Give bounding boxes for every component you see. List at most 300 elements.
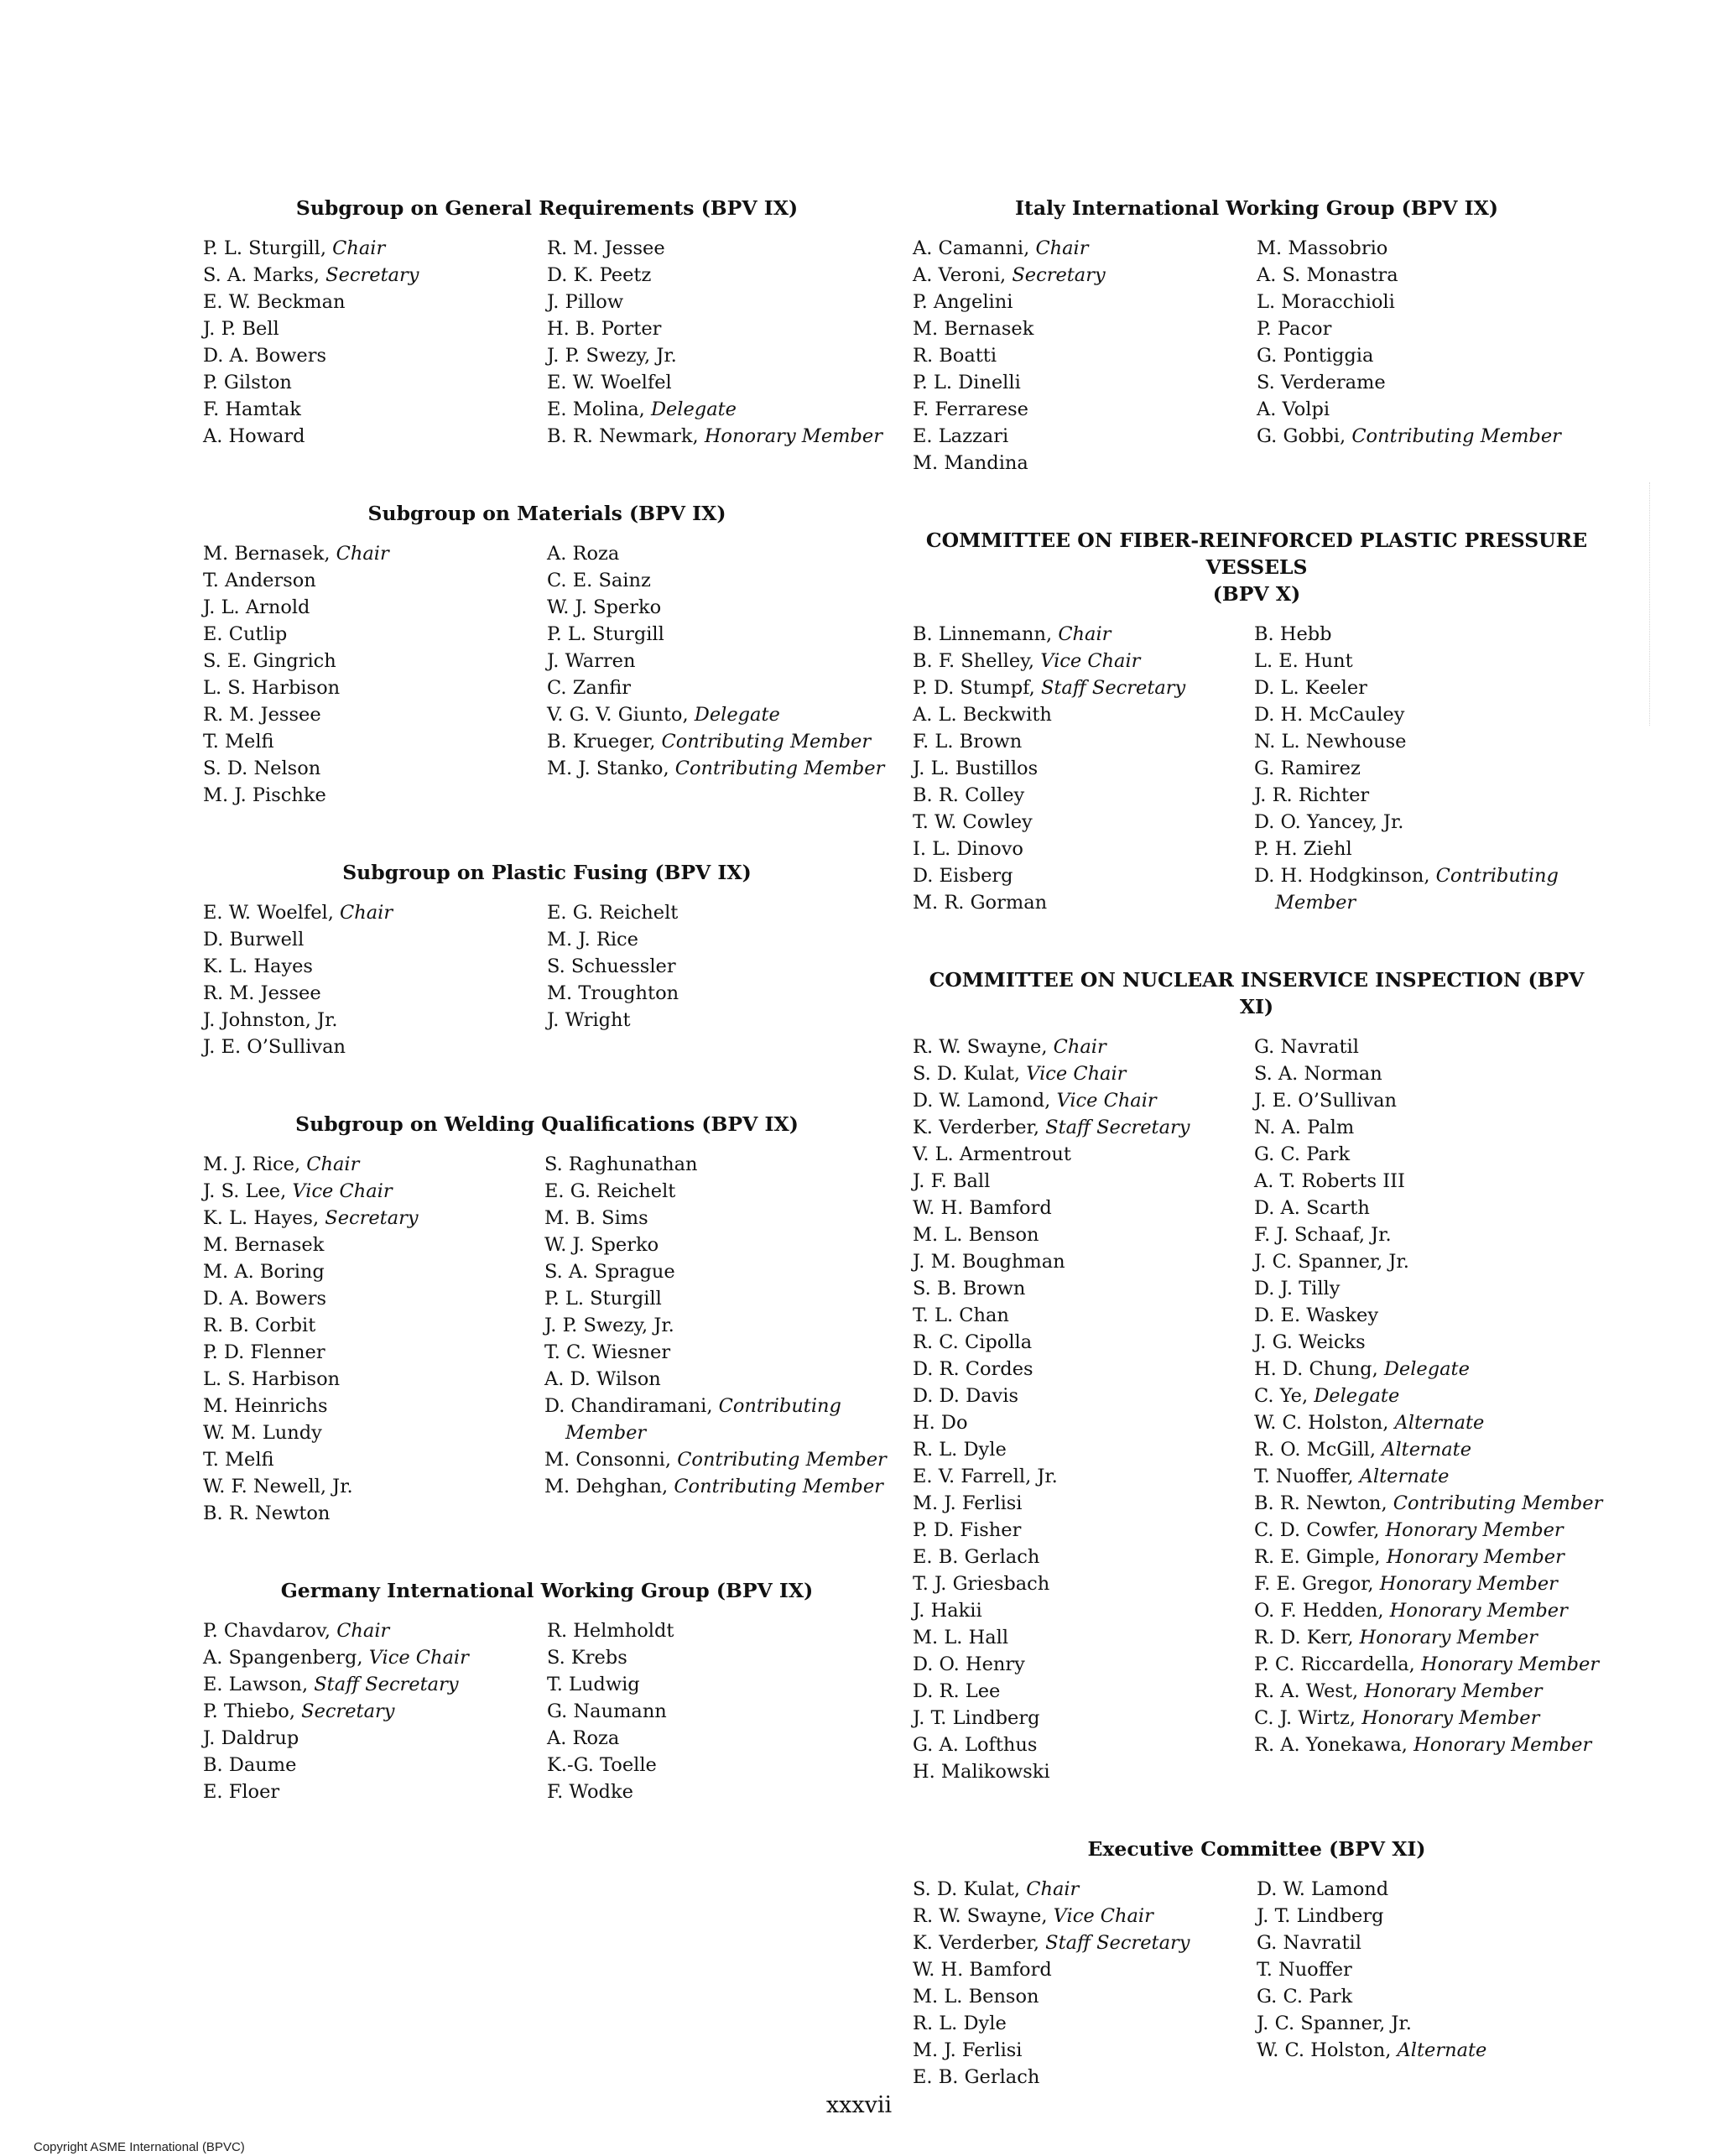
member-name: F. Ferrarese (913, 398, 1028, 420)
member-name: G. C. Park (1257, 1986, 1353, 2008)
section-title: Subgroup on General Requirements (BPV IX) (295, 196, 799, 220)
member-entry (1257, 1929, 1601, 1956)
member-entry (1254, 1141, 1601, 1168)
member-entry (1254, 755, 1601, 782)
member-name: H. Do (913, 1412, 968, 1434)
section-title: Subgroup on Welding Qualifications (BPV IX) (295, 1112, 799, 1136)
member-entry: P. L. Sturgill, Chair (203, 237, 386, 259)
member-role: Contributing Member (677, 1449, 887, 1471)
member-entry: S. A. Marks, Secretary (203, 264, 419, 286)
member-entry: B. Krueger, Contributing Member (547, 731, 872, 753)
member-entry: G. Gobbi, Contributing Member (1257, 425, 1561, 447)
member-entry: R. D. Kerr, Honorary Member (1254, 1627, 1538, 1648)
member-entry (913, 701, 1254, 728)
member-name: A. S. Monastra (1257, 264, 1398, 286)
member-column (544, 1151, 891, 1527)
member-name: J. P. Swezy, Jr. (547, 345, 677, 367)
member-entry (203, 980, 547, 1007)
member-name: R. D. Kerr (1254, 1627, 1348, 1648)
member-role: Chair (1035, 237, 1089, 259)
member-name: K.-G. Toelle (547, 1754, 657, 1776)
member-entry (547, 648, 891, 674)
member-name: D. W. Lamond (913, 1090, 1045, 1112)
member-entry (913, 1490, 1254, 1517)
member-name: M. Dehghan (544, 1476, 662, 1497)
member-entry (203, 567, 547, 594)
member-entry: M. Consonni, Contributing Member (544, 1449, 887, 1471)
member-name: F. Hamtak (203, 398, 301, 420)
member-entry: C. Ye, Delegate (1254, 1385, 1400, 1407)
member-entry (203, 648, 547, 674)
member-entry (547, 1752, 891, 1778)
member-name: D. A. Bowers (203, 345, 327, 367)
member-entry: D. Chandiramani, Contributing Member (544, 1395, 841, 1444)
member-name: S. Verderame (1257, 372, 1386, 393)
member-name: A. Veroni (913, 264, 1001, 286)
member-name: B. F. Shelley (913, 650, 1028, 672)
member-entry (913, 889, 1254, 916)
member-column (1254, 621, 1601, 916)
member-entry (203, 1007, 547, 1034)
member-entry: K. Verderber, Staff Secretary (913, 1117, 1190, 1138)
member-entry (913, 1141, 1254, 1168)
member-role: Honorary Member (1420, 1653, 1600, 1675)
member-name: J. Pillow (547, 291, 624, 313)
member-entry (1254, 1087, 1601, 1114)
member-entry (547, 342, 891, 369)
member-name: T. Melfi (203, 731, 274, 753)
member-entry: R. W. Swayne, Vice Chair (913, 1905, 1153, 1927)
member-name: W. F. Newell, Jr. (203, 1476, 353, 1497)
member-entry: W. C. Holston, Alternate (1257, 2039, 1487, 2061)
member-entry (203, 674, 547, 701)
member-role: Alternate (1382, 1439, 1472, 1461)
member-entry: K. Verderber, Staff Secretary (913, 1932, 1190, 1954)
member-role: Staff Secretary (1040, 677, 1186, 699)
member-entry (1254, 1195, 1601, 1221)
member-name: W. C. Holston (1254, 1412, 1383, 1434)
member-entry (203, 423, 547, 450)
member-entry (203, 1232, 544, 1258)
member-entry: R. A. Yonekawa, Honorary Member (1254, 1734, 1592, 1756)
member-name: D. H. Hodgkinson (1254, 865, 1424, 887)
member-name: F. J. Schaaf, Jr. (1254, 1224, 1392, 1246)
member-entry (1257, 289, 1601, 315)
member-name: E. G. Reichelt (547, 902, 679, 924)
member-entry (913, 1409, 1254, 1436)
committee-section-subgroup-on-welding-qualifications-bpv-ix (203, 1111, 891, 1527)
member-entry (1254, 1034, 1601, 1060)
member-name: H. D. Chung (1254, 1358, 1372, 1380)
member-role: Contributing Member (661, 731, 872, 753)
member-name: F. Wodke (547, 1781, 633, 1803)
member-name: E. Lawson (203, 1674, 302, 1695)
member-entry: S. D. Kulat, Chair (913, 1878, 1080, 1900)
member-name: P. D. Fisher (913, 1519, 1022, 1541)
member-name: E. W. Woelfel (203, 902, 328, 924)
member-name: S. Krebs (547, 1647, 627, 1669)
member-name: K. Verderber (913, 1932, 1033, 1954)
member-role: Honorary Member (1361, 1707, 1540, 1729)
member-name: P. Pacor (1257, 318, 1332, 340)
member-role: Staff Secretary (1045, 1932, 1190, 1954)
section-title: Germany International Working Group (BPV IX) (280, 1579, 814, 1602)
member-role: Secretary (1012, 264, 1106, 286)
member-entry (913, 1221, 1254, 1248)
member-name: A. Spangenberg (203, 1647, 357, 1669)
member-entry (547, 1671, 891, 1698)
member-column (547, 1617, 891, 1805)
member-entry (1254, 1329, 1601, 1356)
member-name: R. C. Cipolla (913, 1331, 1033, 1353)
member-name: R. M. Jessee (547, 237, 665, 259)
member-entry (913, 396, 1257, 423)
member-name: M. Bernasek (203, 1234, 325, 1256)
member-name: G. Ramirez (1254, 758, 1361, 779)
member-entry (547, 1644, 891, 1671)
member-entry: M. Dehghan, Contributing Member (544, 1476, 883, 1497)
member-name: G. Gobbi (1257, 425, 1340, 447)
member-entry (1257, 1903, 1601, 1929)
member-entry (913, 1302, 1254, 1329)
member-list (203, 899, 891, 1060)
member-name: M. L. Benson (913, 1986, 1039, 2008)
member-name: P. D. Flenner (203, 1341, 325, 1363)
member-entry (1257, 396, 1601, 423)
member-name: N. L. Newhouse (1254, 731, 1407, 753)
member-name: L. Moracchioli (1257, 291, 1395, 313)
member-name: W. J. Sperko (547, 596, 662, 618)
member-entry (1254, 1060, 1601, 1087)
member-entry (1254, 1302, 1601, 1329)
member-role: Secretary (301, 1700, 395, 1722)
member-list (913, 1034, 1601, 1785)
member-column (913, 235, 1257, 477)
member-role: Chair (336, 1620, 390, 1642)
member-entry: F. E. Gregor, Honorary Member (1254, 1573, 1558, 1595)
member-entry (1257, 1956, 1601, 1983)
member-entry (913, 289, 1257, 315)
member-name: D. Eisberg (913, 865, 1013, 887)
member-entry (913, 1983, 1257, 2010)
member-name: A. L. Beckwith (913, 704, 1052, 726)
member-entry: B. R. Newmark, Honorary Member (547, 425, 882, 447)
member-role: Alternate (1397, 2039, 1487, 2061)
member-role: Contributing Member (674, 1476, 883, 1497)
member-name: R. A. West (1254, 1680, 1352, 1702)
member-list (203, 540, 891, 809)
member-name: P. C. Riccardella (1254, 1653, 1409, 1675)
member-name: E. G. Reichelt (544, 1180, 676, 1202)
committee-section-subgroup-on-plastic-fusing-bpv-ix (203, 859, 891, 1060)
member-name: M. L. Hall (913, 1627, 1009, 1648)
member-name: B. Krueger (547, 731, 650, 753)
member-entry (203, 1366, 544, 1393)
member-role: Secretary (325, 264, 419, 286)
member-name: A. D. Wilson (544, 1368, 661, 1390)
member-name: E. Lazzari (913, 425, 1009, 447)
member-column (203, 899, 547, 1060)
member-name: D. L. Keeler (1254, 677, 1367, 699)
member-name: M. R. Gorman (913, 892, 1048, 914)
committee-section-committee-on-nuclear-inservice-inspection-bpv-xi (913, 966, 1601, 1785)
member-name: D. R. Cordes (913, 1358, 1033, 1380)
member-list (913, 235, 1601, 477)
member-name: D. O. Henry (913, 1653, 1025, 1675)
member-role: Chair (1053, 1036, 1106, 1058)
member-name: C. E. Sainz (547, 570, 651, 591)
member-entry: P. C. Riccardella, Honorary Member (1254, 1653, 1600, 1675)
member-entry (913, 1705, 1254, 1732)
member-name: M. Heinrichs (203, 1395, 328, 1417)
member-name: S. A. Sprague (544, 1261, 675, 1283)
member-entry: A. Veroni, Secretary (913, 264, 1106, 286)
member-entry (203, 396, 547, 423)
member-name: S. A. Marks (203, 264, 314, 286)
member-role: Honorary Member (1359, 1627, 1538, 1648)
member-role: Contributing Member (1393, 1492, 1603, 1514)
member-name: B. Linnemann (913, 623, 1047, 645)
member-name: S. B. Brown (913, 1278, 1026, 1299)
member-entry (913, 1329, 1254, 1356)
member-name: T. Anderson (203, 570, 316, 591)
member-entry (1254, 836, 1601, 862)
member-name: B. R. Colley (913, 784, 1025, 806)
member-name: J. Warren (547, 650, 636, 672)
member-entry (1254, 701, 1601, 728)
member-name: J. C. Spanner, Jr. (1257, 2013, 1412, 2034)
member-name: M. Mandina (913, 452, 1028, 474)
member-name: W. J. Sperko (544, 1234, 659, 1256)
member-entry (547, 262, 891, 289)
member-entry (547, 289, 891, 315)
member-entry (203, 953, 547, 980)
member-name: J. F. Ball (913, 1170, 991, 1192)
member-column (913, 1876, 1257, 2091)
member-entry (547, 594, 891, 621)
member-name: J. S. Lee (203, 1180, 281, 1202)
member-role: Contributing Member (674, 758, 885, 779)
member-name: I. L. Dinovo (913, 838, 1023, 860)
member-entry (913, 1956, 1257, 1983)
section-title: Italy International Working Group (BPV IX) (1015, 196, 1498, 220)
member-name: S. D. Kulat (913, 1878, 1014, 1900)
member-name: J. P. Bell (203, 318, 279, 340)
member-entry (544, 1205, 891, 1232)
member-column (913, 621, 1254, 916)
member-entry (547, 235, 891, 262)
member-entry (1254, 648, 1601, 674)
member-entry (544, 1232, 891, 1258)
member-entry: J. S. Lee, Vice Chair (203, 1180, 393, 1202)
member-role: Contributing Member (1351, 425, 1561, 447)
member-role: Alternate (1394, 1412, 1485, 1434)
member-name: B. Hebb (1254, 623, 1332, 645)
member-name: R. Helmholdt (547, 1620, 674, 1642)
member-name: R. Boatti (913, 345, 997, 367)
member-entry (913, 1168, 1254, 1195)
member-name: C. Zanfir (547, 677, 632, 699)
member-role: Honorary Member (704, 425, 882, 447)
member-name: J. P. Swezy, Jr. (544, 1315, 674, 1336)
member-entry (547, 980, 891, 1007)
member-role: Honorary Member (1379, 1573, 1558, 1595)
member-name: J. M. Boughman (913, 1251, 1065, 1273)
committee-section-executive-committee-bpv-xi (913, 1836, 1601, 2091)
member-entry (913, 1356, 1254, 1383)
member-entry (203, 755, 547, 782)
member-name: J. Wright (547, 1009, 631, 1031)
member-entry (1254, 1168, 1601, 1195)
member-entry (1257, 235, 1601, 262)
member-column (547, 899, 891, 1060)
member-name: D. A. Bowers (203, 1288, 327, 1310)
member-name: J. Daldrup (203, 1727, 299, 1749)
member-role: Chair (306, 1154, 360, 1175)
member-name: T. Ludwig (547, 1674, 640, 1695)
member-name: M. Consonni (544, 1449, 665, 1471)
member-role: Delegate (1383, 1358, 1470, 1380)
member-name: A. Roza (547, 1727, 620, 1749)
member-entry (203, 1258, 544, 1285)
member-name: J. C. Spanner, Jr. (1254, 1251, 1409, 1273)
committee-section-italy-international-working-group-bpv-ix (913, 195, 1601, 477)
member-name: P. H. Ziehl (1254, 838, 1352, 860)
member-role: Delegate (650, 398, 737, 420)
member-name: J. T. Lindberg (913, 1707, 1040, 1729)
member-name: T. Nuoffer (1257, 1959, 1352, 1981)
member-entry (547, 1778, 891, 1805)
member-name: J. G. Weicks (1254, 1331, 1366, 1353)
right-column (913, 195, 1601, 2141)
member-name: M. L. Benson (913, 1224, 1039, 1246)
member-entry (203, 1446, 544, 1473)
member-name: G. Navratil (1257, 1932, 1361, 1954)
member-name: D. Burwell (203, 929, 305, 950)
member-role: Chair (336, 543, 389, 565)
member-list (203, 1151, 891, 1527)
member-entry (544, 1178, 891, 1205)
member-role: Chair (332, 237, 386, 259)
member-name: T. W. Cowley (913, 811, 1033, 833)
member-role: Vice Chair (292, 1180, 393, 1202)
member-name: R. M. Jessee (203, 704, 321, 726)
member-entry: C. J. Wirtz, Honorary Member (1254, 1707, 1540, 1729)
member-entry (203, 594, 547, 621)
member-entry (544, 1366, 891, 1393)
member-name: D. A. Scarth (1254, 1197, 1370, 1219)
member-entry (547, 540, 891, 567)
member-role: Delegate (694, 704, 780, 726)
member-name: C. J. Wirtz (1254, 1707, 1350, 1729)
member-entry (913, 1570, 1254, 1597)
member-column (203, 1617, 547, 1805)
member-entry (203, 342, 547, 369)
member-entry (1254, 1114, 1601, 1141)
member-entry (203, 1393, 544, 1419)
member-entry (203, 782, 547, 809)
member-column (203, 1151, 544, 1527)
member-entry: B. Linnemann, Chair (913, 623, 1111, 645)
member-name: E. Cutlip (203, 623, 288, 645)
member-column (913, 1034, 1254, 1785)
member-name: A. Howard (203, 425, 305, 447)
member-name: A. T. Roberts III (1254, 1170, 1405, 1192)
member-name: M. A. Boring (203, 1261, 325, 1283)
member-name: V. G. V. Giunto (547, 704, 683, 726)
member-name: K. Verderber (913, 1117, 1033, 1138)
member-entry (203, 1778, 547, 1805)
member-column (1254, 1034, 1601, 1785)
member-role: Honorary Member (1385, 1519, 1564, 1541)
member-name: P. L. Dinelli (913, 372, 1021, 393)
member-name: B. R. Newton (1254, 1492, 1382, 1514)
member-name: J. R. Richter (1254, 784, 1370, 806)
member-entry (913, 1383, 1254, 1409)
member-entry: E. Molina, Delegate (547, 398, 737, 420)
member-name: W. M. Lundy (203, 1422, 322, 1444)
member-list (203, 1617, 891, 1805)
member-entry (203, 1473, 544, 1500)
member-entry (913, 728, 1254, 755)
member-entry (1257, 2010, 1601, 2037)
member-name: J. T. Lindberg (1257, 1905, 1384, 1927)
member-entry (913, 862, 1254, 889)
member-entry (203, 728, 547, 755)
member-entry (544, 1151, 891, 1178)
member-role: Chair (1058, 623, 1111, 645)
member-entry: E. W. Woelfel, Chair (203, 902, 393, 924)
member-entry: M. Bernasek, Chair (203, 543, 389, 565)
member-entry (544, 1339, 891, 1366)
section-title: Subgroup on Materials (BPV IX) (367, 502, 726, 525)
margin-scan-mark (1649, 482, 1658, 726)
committee-section-committee-on-fiber-reinforced-plastic-pressure-vessels-bpv-x (913, 527, 1601, 916)
member-name: R. M. Jessee (203, 982, 321, 1004)
member-name: J. Johnston, Jr. (203, 1009, 338, 1031)
member-entry (544, 1258, 891, 1285)
member-name: E. B. Gerlach (913, 1546, 1040, 1568)
copyright-notice: Copyright ASME International (BPVC) (34, 2140, 245, 2154)
member-entry: V. G. V. Giunto, Delegate (547, 704, 780, 726)
member-name: L. S. Harbison (203, 677, 341, 699)
member-name: C. Ye (1254, 1385, 1302, 1407)
committee-section-germany-international-working-group-bpv-ix (203, 1577, 891, 1805)
member-role: Vice Chair (1053, 1905, 1153, 1927)
member-name: R. E. Gimple (1254, 1546, 1375, 1568)
member-entry (203, 701, 547, 728)
member-name: J. E. O’Sullivan (1254, 1090, 1398, 1112)
member-entry: R. E. Gimple, Honorary Member (1254, 1546, 1564, 1568)
member-entry (913, 836, 1254, 862)
member-name: P. Chavdarov (203, 1620, 325, 1642)
member-entry (913, 782, 1254, 809)
member-name: B. Daume (203, 1754, 297, 1776)
committee-section-subgroup-on-materials-bpv-ix (203, 500, 891, 809)
member-list (203, 235, 891, 450)
member-name: A. Volpi (1257, 398, 1330, 420)
member-name: R. L. Dyle (913, 1439, 1007, 1461)
member-entry (1257, 1983, 1601, 2010)
member-entry (913, 2037, 1257, 2064)
member-entry: M. J. Rice, Chair (203, 1154, 360, 1175)
member-entry (1257, 1876, 1601, 1903)
member-entry (913, 1758, 1254, 1785)
member-entry: E. Lawson, Staff Secretary (203, 1674, 459, 1695)
member-name: T. C. Wiesner (544, 1341, 671, 1363)
member-role: Honorary Member (1389, 1600, 1568, 1622)
member-entry (547, 953, 891, 980)
